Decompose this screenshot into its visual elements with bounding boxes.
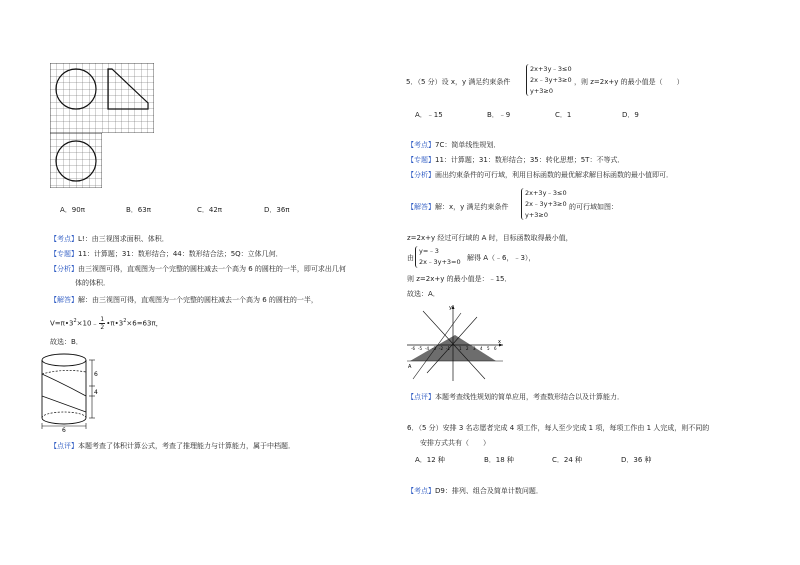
zhuanti-tag: 【专题】 — [50, 250, 78, 258]
fenxi-tag: 【分析】 — [50, 265, 78, 273]
q5-system — [530, 64, 572, 97]
q6-kaodian-text: D9：排列、组合及简单计数问题． — [435, 487, 543, 495]
q5-option-a: A．﹣15 — [415, 111, 443, 119]
q5-zhuanti-line — [407, 155, 624, 165]
you-prefix: 由 — [407, 254, 414, 262]
q5-fenxi-line — [407, 170, 673, 180]
dianping-line — [50, 441, 295, 451]
jieda-line — [50, 295, 318, 305]
feasible-region-graph — [405, 303, 505, 383]
q5-ineq-2: 2x﹣3y+3≥0 — [530, 76, 572, 84]
fraction-denominator: 2 — [100, 324, 105, 331]
q5-fenxi-text: 画出约束条件的可行域，利用目标函数的最优解求解目标函数的最小值即可． — [435, 171, 673, 179]
tick-neg4: -4 — [425, 346, 429, 351]
tick-neg2: -2 — [439, 346, 443, 351]
fenxi-text-1: 由三视图可得，直观图为一个完整的圆柱减去一个高为 6 的圆柱的一半，即可求出几何 — [78, 265, 346, 273]
q5-dianping-tag: 【点评】 — [407, 393, 435, 401]
dianping-text: 本题考查了体积计算公式，考查了推理能力与计算能力，属于中档题． — [78, 442, 295, 450]
line-z-objective: z=2x+y 经过可行域的 A 时，目标函数取得最小值， — [407, 234, 573, 242]
x-axis-label: x — [498, 339, 501, 345]
kaodian-line — [50, 234, 169, 244]
dim-label-mid: 4 — [94, 389, 98, 396]
tick-3: 3 — [473, 346, 476, 351]
formula-sup-2: 2 — [123, 318, 127, 325]
option-d: D．36π — [264, 206, 290, 214]
fenxi-line — [50, 264, 346, 274]
jieda-ineq-1: 2x+3y﹣3≤0 — [525, 189, 567, 197]
kaodian-text: L!：由三视图求面积、体积． — [78, 235, 169, 243]
jieda-ineq-2: 2x﹣3y+3≥0 — [525, 200, 567, 208]
tick-6: 6 — [494, 346, 497, 351]
q6-line-1: 6．（5 分）安排 3 名志愿者完成 4 项工作，每人至少完成 1 项，每项工作由 1 人完成，则不同的 — [407, 424, 710, 432]
you-suffix: 解得 A（﹣6，﹣3）， — [467, 254, 536, 262]
q5-kaodian-line — [407, 140, 500, 150]
you-system — [419, 246, 461, 268]
tick-neg6: -6 — [411, 346, 415, 351]
you-eq-1: y=﹣3 — [419, 247, 439, 255]
q6-line-2: 安排方式共有（ ） — [420, 439, 490, 447]
q5-fenxi-tag: 【分析】 — [407, 171, 435, 179]
q5-dianping-text: 本题考查线性规划的简单应用，考查数形结合以及计算能力． — [435, 393, 624, 401]
tick-5: 5 — [487, 346, 490, 351]
q6-option-b: B．18 种 — [484, 456, 514, 464]
three-view-grid-top — [50, 63, 154, 133]
dim-label-top: 6 — [94, 371, 98, 378]
q6-option-a: A．12 种 — [415, 456, 445, 464]
formula-part-3: •π•3 — [106, 319, 124, 328]
fraction-half — [99, 316, 105, 331]
q5-jieda-system — [525, 188, 567, 221]
q5-zhuanti-tag: 【专题】 — [407, 156, 435, 164]
option-c: C．42π — [197, 206, 223, 214]
left-answer: 故选：B． — [50, 338, 83, 346]
tick-1: 1 — [459, 346, 462, 351]
y-axis-label: y — [449, 305, 452, 311]
q5-kaodian-text: 7C：简单线性规划． — [435, 141, 501, 149]
q5-option-c: C．1 — [555, 111, 572, 119]
q5-zhuanti-text: 11：计算题；31：数形结合；35：转化思想；5T：不等式． — [435, 156, 625, 164]
q6-kaodian-line — [407, 486, 543, 496]
min-value-line: 则 z=2x+y 的最小值是：﹣15． — [407, 275, 512, 283]
option-a: A．90π — [60, 206, 85, 214]
kaodian-tag: 【考点】 — [50, 235, 78, 243]
q6-kaodian-tag: 【考点】 — [407, 487, 435, 495]
point-a-label: A — [408, 364, 412, 370]
tick-neg1: -1 — [446, 346, 450, 351]
jieda-ineq-3: y+3≥0 — [525, 211, 549, 219]
q6-option-d: D．36 种 — [621, 456, 652, 464]
q5-prefix: 5．（5 分）设 x，y 满足约束条件 — [406, 78, 511, 86]
formula-part-4: ×6=63π， — [126, 319, 163, 328]
q5-ineq-3: y+3≥0 — [530, 87, 554, 95]
q5-option-b: B．﹣9 — [487, 111, 511, 119]
q5-jieda-line — [407, 202, 509, 212]
zhuanti-text: 11：计算题；31：数形结合；44：数形结合法；5Q：立体几何． — [78, 250, 283, 258]
formula-part-2: ×10﹣ — [76, 319, 99, 328]
q5-jieda-text: 解：x，y 满足约束条件 — [435, 203, 509, 211]
you-eq-2: 2x﹣3y+3=0 — [419, 258, 461, 266]
fenxi-text-2: 体的体积． — [75, 279, 110, 287]
right-answer: 故选：A． — [407, 290, 440, 298]
option-b: B．63π — [126, 206, 151, 214]
dianping-tag: 【点评】 — [50, 442, 78, 450]
q5-kaodian-tag: 【考点】 — [407, 141, 435, 149]
tick-neg5: -5 — [418, 346, 422, 351]
tick-4: 4 — [480, 346, 483, 351]
q5-ineq-1: 2x+3y﹣3≤0 — [530, 65, 572, 73]
q5-jieda-suffix: 的可行域如图： — [569, 203, 618, 211]
q5-dianping-line — [407, 392, 624, 402]
tick-neg3: -3 — [432, 346, 436, 351]
tick-2: 2 — [466, 346, 469, 351]
volume-formula — [50, 316, 163, 331]
q5-suffix: ，则 z=2x+y 的最小值是（ ） — [574, 78, 684, 86]
dim-label-bottom: 6 — [62, 427, 66, 432]
q5-jieda-tag: 【解答】 — [407, 203, 435, 211]
fraction-numerator: 1 — [100, 316, 105, 323]
q5-option-d: D．9 — [622, 111, 639, 119]
jieda-tag: 【解答】 — [50, 296, 78, 304]
three-view-grid-bottom — [50, 133, 102, 188]
formula-sup-1: 2 — [73, 318, 77, 325]
cylinder-figure — [34, 350, 114, 432]
formula-part-1: V=π•3 — [50, 319, 74, 328]
q6-option-c: C．24 种 — [552, 456, 583, 464]
zhuanti-line — [50, 249, 283, 259]
jieda-text: 解：由三视图可得，直观图为一个完整的圆柱减去一个高为 6 的圆柱的一半， — [78, 296, 318, 304]
